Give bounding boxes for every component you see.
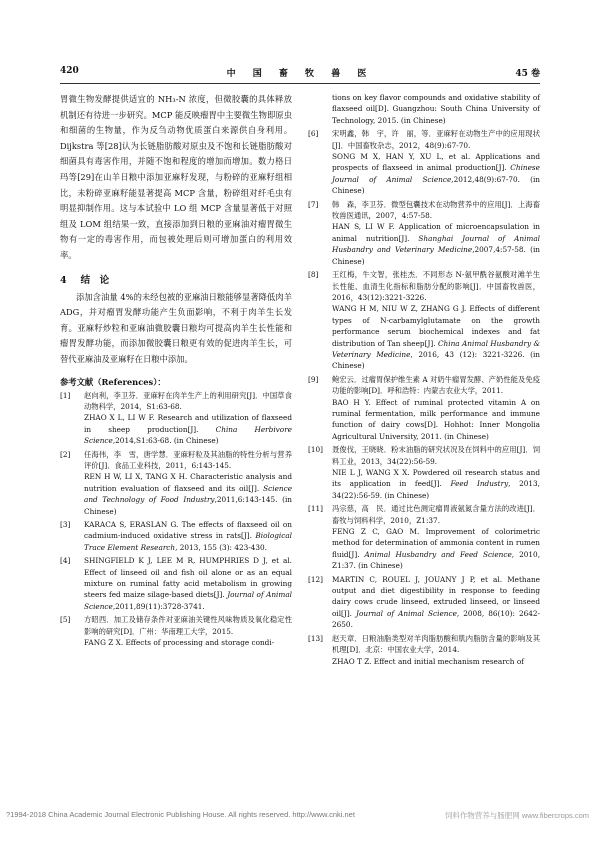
reference-english: SHINGFIELD K J, LEE M R, HUMPHRIES D J, et al. Effect of linseed oil and fish oil alone or as an equal mixture on ruminal fatty acid metabolism in growing steers fed maize silage-based diets[J]. Journal of Animal Science,2011,89(11):3728-3741. [84,556,292,611]
reference-number: [3] [60,519,71,529]
reference-list-right [308,128,540,667]
reference-number: [10] [308,445,323,455]
reference-item [308,374,540,442]
reference-number: [11] [308,504,323,514]
reference-number: [12] [308,574,323,584]
reference-chinese: 任海伟，李 雪，唐学慧．亚麻籽粒及其油脂的特性分析与营养评价[J]．食品工业科技，2011，6:143-145. [84,449,292,470]
conclusion-paragraph: 添加含油量 4%的未经包被的亚麻油日粮能够显著降低肉羊 ADG，并对瘤胃发酵功能产生负面影响，不利于肉羊生长发育。亚麻籽炒粒和亚麻油微胶囊日粮均可提高肉羊生长性能和瘤胃发酵功能，而添加微胶囊日粮更有效的促进肉羊生长，可替代亚麻油及亚麻籽在日粮中添加。 [60,291,292,364]
reference-chinese: 方昭西．加工及储存条件对亚麻油关键性风味物质及氧化稳定性影响的研究[D]．广州：华南理工大学，2015. [84,615,292,636]
right-column [308,92,540,669]
reference-english: WANG H M, NIU W Z, ZHANG G J. Effects of different types of N-carbamylglutamate on the growth performance serum biochemical indexes and fat distribution of Tan sheep[J]. China Animal Husbandry & Veterinary Medicine, 2016, 43 (12): 3221-3226. (in Chinese) [332,304,541,371]
reference-english: KARACA S, ERASLAN G. The effects of flaxseed oil on cadmium-induced oxidative stress in rats[J]. Biological Trace Element Research, 2013, 155 (3): 423-430. [84,519,293,552]
reference-continuation [308,92,540,126]
reference-number: [8] [308,270,319,280]
reference-chinese: 王红梅，牛文智，张桂杰．不同形态 N-氨甲酰谷氨酸对滩羊生长性能、血清生化指标和脂肪分配的影响[J]．中国畜牧兽医，2016，43(12):3221-3226. [332,270,540,302]
reference-english: NIE L J, WANG X X. Powdered oil research status and its application in feed[J]. Feed Industry, 2013, 34(22):56-59. (in Chinese) [332,468,540,500]
reference-number: [2] [60,449,71,459]
discussion-paragraph: 胃微生物发酵提供适宜的 NH₃-N 浓度，但微胶囊的具体释放机制还有待进一步研究。MCP 能反映瘤胃中主要微生物即原虫和细菌的生物量，作为反刍动物优质蛋白来源供自身利用。Dijkstra 等[28]认为长链脂肪酸对原虫及不饱和长链脂肪酸对细菌具有毒害作用，并随不饱和程度的增加而增加。数力格日玛等[29]在山羊日粮中添加亚麻籽发现，与粉碎的亚麻籽组相比，未粉碎亚麻籽能显著提高 MCP 含量，粉碎组对纤毛虫有明显抑制作用。这与本试验中 LO 组 MCP 含量显著低于对照组及 LOM 组结果一致，直接添加到日粮的亚麻油对瘤胃微生物有一定的毒害作用，而包被处理后则可增加蛋白的利用效率。 [60,94,292,260]
reference-english: REN H W, LI X, TANG X H. Characteristic analysis and nutrition evaluation of flaxseed and its oil[J]. Science and Technology of Food Industry,2011,6:143-145. (in Chinese) [84,472,293,516]
reference-item [60,519,292,553]
page-number: 420 [60,66,79,76]
reference-chinese: 赵向利，李卫芬．亚麻籽在肉羊生产上的利用研究[J]．中国草食动物科学，2014，S1:63-68. [84,390,292,411]
reference-item [308,199,540,267]
left-column [60,92,292,650]
page-footer [0,810,595,824]
reference-number: [4] [60,556,71,566]
reference-item [60,449,292,517]
reference-english: HAN S, LI W F. Application of microencapsulation in animal nutrition[J]. Shanghai Journal of Animal Husbandry and Veterinary Medicine,2007,4:57-58. (in Chinese) [332,222,541,266]
reference-item [308,269,540,372]
reference-number: [7] [308,199,319,209]
reference-item [60,614,292,648]
reference-chinese: 赵天章．日粮油脂类型对羊肉脂肪酸和肌内脂肪含量的影响及其机理[D]．北京：中国农业大学，2014. [332,633,540,655]
reference-item [308,633,540,667]
reference-item [60,390,292,447]
reference-item [308,503,540,571]
reference-english: tions on key flavor compounds and oxidative stability of flaxseed oil[D]. Guangzhou: South China University of Technology, 2015. (in Chinese) [332,93,540,125]
reference-english: MARTIN C, ROUEL J, JOUANY J P, et al. Methane output and diet digestibility in response to feeding dairy cows crude linseed, extruded linseed, or linseed oil[J]. Journal of Animal Science, 2008, 86(10): 2642-2650. [332,574,540,630]
reference-english: SONG M X, HAN Y, XU L, et al. Applications and prospects of flaxseed in animal production[J]. Chinese Journal of Animal Science,2012,48(9):67-70. (in Chinese) [332,152,540,196]
watermark-text: 饲料作物营养与肠肥网 www.fibercrops.com [444,811,589,820]
section-title: 结 论 [80,274,110,286]
reference-item [308,444,540,501]
section-heading [60,272,292,286]
reference-english: BAO H Y. Effect of ruminal protected vitamin A on ruminal fermentation, milk performance and immune function of dairy cows[D]. Hohhot: Inner Mongolia Agricultural University, 2011. (in Chinese) [332,397,540,441]
header-rule [60,83,540,84]
reference-number: [13] [308,633,323,643]
reference-english: ZHAO T Z. Effect and initial mechanism research of [332,656,524,666]
reference-english: FENG Z C, GAO M. Improvement of colorimetric method for determination of ammonia content in rumen fluid[J]. Animal Husbandry and Feed Science, 2010, Z1:37. (in Chinese) [332,527,541,571]
running-header [60,66,540,82]
reference-number: [6] [308,129,319,139]
reference-english: ZHAO X L, LI W F. Research and utilization of flaxseed in sheep production[J]. China Herbivore Science,2014,S1:63-68. (in Chinese) [84,413,293,446]
reference-chinese: 宋明鑫，韩 宇，许 丽，等．亚麻籽在动物生产中的应用现状[J]．中国畜牧杂志，2012，48(9):67-70. [332,129,540,150]
reference-item [308,574,540,631]
copyright-notice: ?1994-2018 China Academic Journal Electronic Publishing House. All rights reserved. http://www.cnki.net [6,810,355,819]
reference-chinese: 韩 森，李卫芬．微型包囊技术在动物营养中的应用[J]．上海畜牧兽医通讯，2007，4:57-58. [332,199,540,221]
reference-number: [9] [308,374,319,384]
reference-item [308,128,540,196]
reference-number: [1] [60,390,71,400]
reference-number: [5] [60,615,71,625]
reference-chinese: 聂俊伐，王晓晓．粉末油脂的研究状况及在饲料中的应用[J]．饲料工业，2013，34(22):56-59. [332,445,540,466]
journal-name: 中 国 畜 牧 兽 医 [226,69,374,79]
reference-list-left [60,390,292,649]
volume-label: 45 卷 [515,69,540,79]
reference-english: FANG Z X. Effects of processing and storage condi- [84,638,275,648]
reference-chinese: 冯宗慈，高 民．通过比色测定瘤胃液氨氮含量方法的改进[J]．畜牧与饲料科学，2010，Z1:37. [332,504,540,525]
reference-item [60,555,292,612]
reference-chinese: 鲍宏云．过瘤胃保护维生素 A 对奶牛瘤胃发酵、产奶性能及免疫功能的影响[D]．呼和浩特：内蒙古农业大学，2011. [332,374,540,396]
references-title: 参考文献（References）： [60,376,166,387]
section-number: 4 [60,274,67,286]
